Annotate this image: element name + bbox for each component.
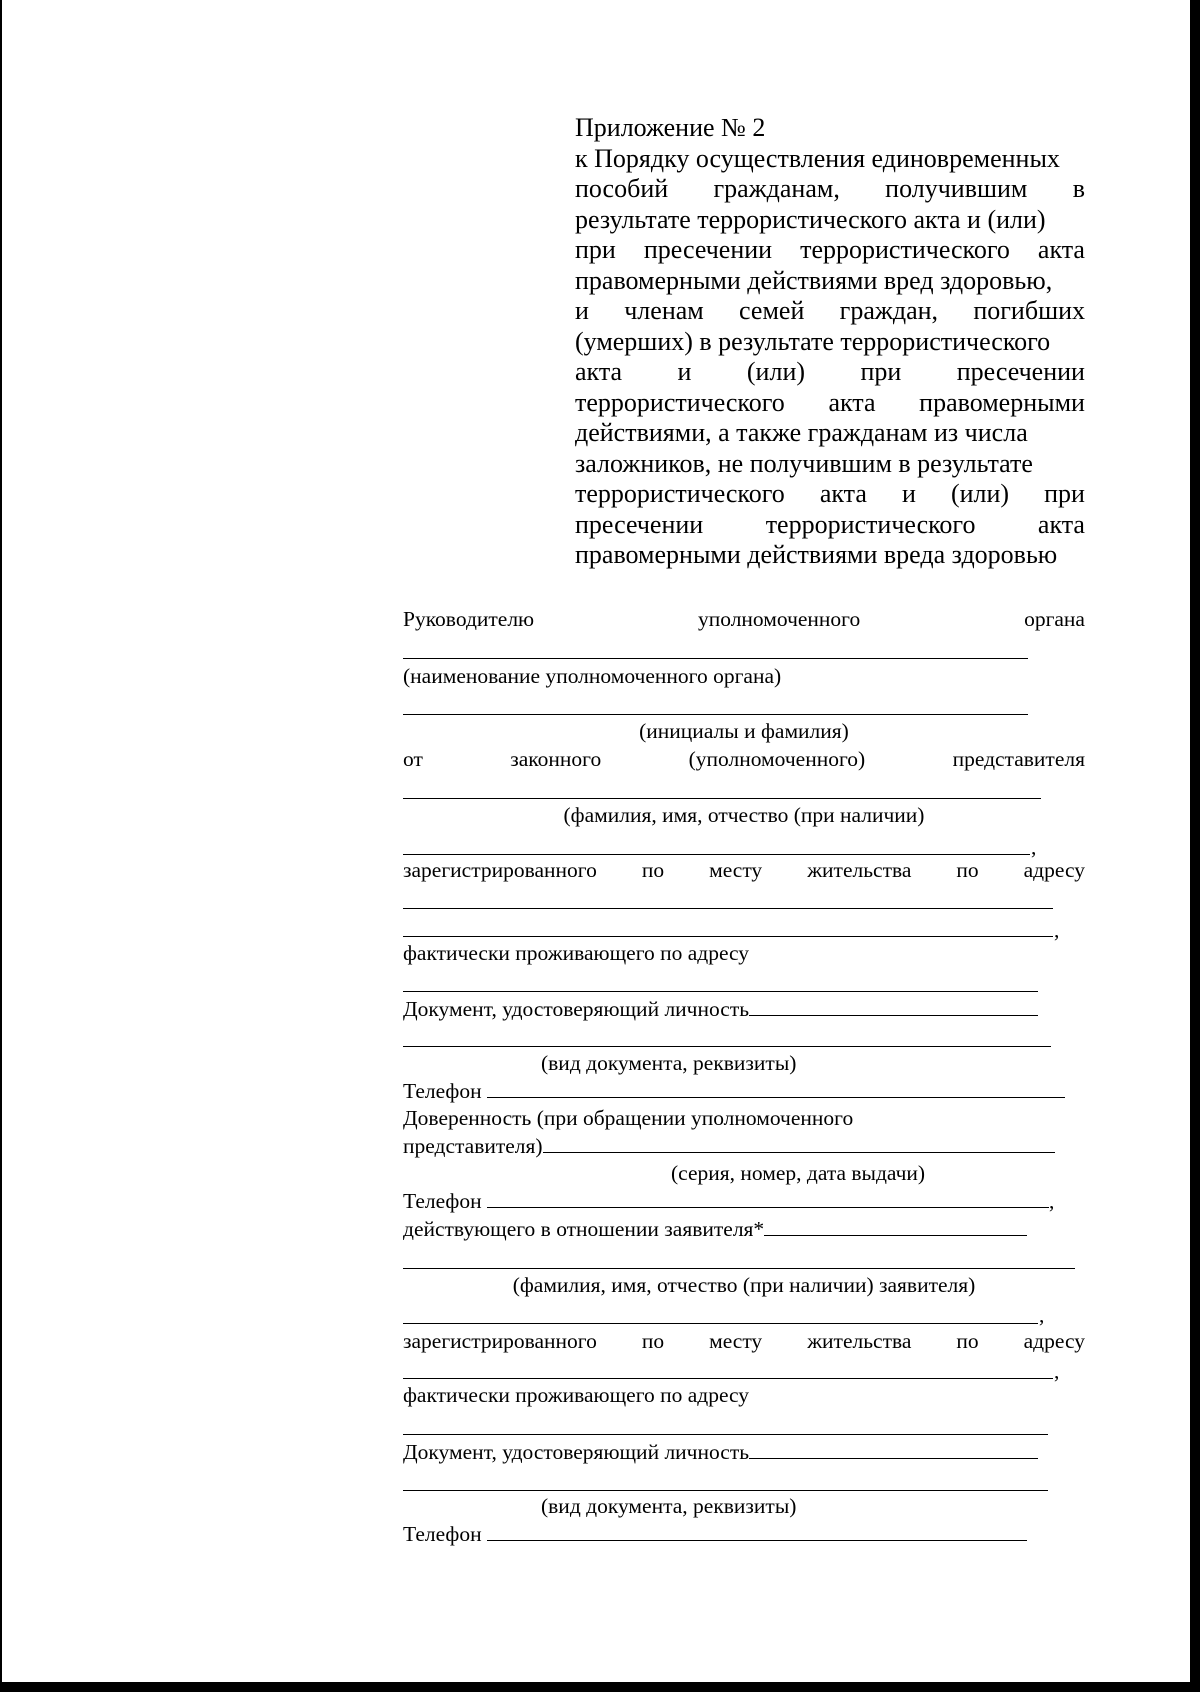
acting-for-label: действующего в отношении заявителя* [403,1217,765,1241]
appendix-word: при [860,357,902,386]
from-word: (уполномоченного) [688,747,866,771]
applicant-registered-line [403,1328,1085,1354]
appendix-word: и [901,479,916,508]
appendix-word: правомерными действиями вред здоровью, [575,265,1053,295]
appendix-word: пресечении [575,509,704,539]
from-word: законного [510,747,602,771]
acting-for-line [403,1215,1027,1242]
registered-word: месту [709,1329,763,1353]
comma: , [1048,1189,1055,1213]
appendix-word: (умерших) в результате террористического [575,326,1051,356]
appendix-word: гражданам, [713,174,840,203]
appendix-word: террористического [575,479,785,508]
appendix-word: членам [624,296,704,325]
representative-fio-field-2[interactable] [403,854,1030,855]
registered-word: зарегистрированного [403,858,597,882]
comma: , [1054,918,1060,942]
hint-organ-name: (наименование уполномоченного органа) [403,664,782,688]
addressee-word: Руководителю [403,607,535,631]
hint-fio-applicant: (фамилия, имя, отчество (при наличии) заявителя) [512,1273,976,1297]
comma: , [1054,1359,1060,1383]
appendix-line [575,144,1085,175]
appendix-word: правомерными [919,387,1085,417]
registered-address-field-1[interactable] [403,908,1053,909]
scan-border-bottom [0,1682,1200,1692]
appendix-word: при [575,235,616,264]
appendix-word: получившим [885,174,1028,203]
appendix-word: и [575,296,589,325]
applicant-phone-field[interactable] [487,1520,1027,1541]
appendix-line [575,449,1085,480]
organ-name-field[interactable] [403,658,1028,659]
appendix-word: пресечении [643,235,773,264]
applicant-identity-document-field[interactable] [749,1438,1038,1459]
appendix-line [575,418,1085,449]
phone-field[interactable] [487,1077,1065,1098]
hint-document: (вид документа, реквизиты) [541,1051,797,1075]
appendix-word: в [1072,174,1085,203]
appendix-line [575,479,1085,510]
appendix-word: террористического [765,509,976,539]
phone-label: Телефон [403,1079,482,1103]
from-word: от [403,747,423,771]
appendix-word: (или) [746,357,806,386]
appendix-word: результате террористического акта и (или) [575,204,1046,234]
appendix-word: акта [828,387,876,417]
registered-word: по [956,858,979,882]
applicant-registered-field[interactable] [403,1378,1053,1379]
addressee-word: уполномоченного [697,607,861,631]
appendix-line [575,235,1085,266]
registered-address-field-2[interactable] [403,936,1053,937]
applicant-fio-field[interactable] [403,1268,1075,1269]
appendix-line [575,266,1085,297]
registered-word: адресу [1023,1329,1085,1353]
addressee-word: органа [1024,607,1085,631]
appendix-word: и [677,357,692,386]
appendix-block [575,113,1085,571]
addressee-line [403,606,1085,632]
appendix-word: погибших [973,296,1085,325]
from-representative-line [403,746,1085,772]
applicant-actual-residence-field[interactable] [403,1434,1048,1435]
appendix-line [575,357,1085,388]
identity-document-field-2[interactable] [403,1046,1051,1047]
appendix-word: акта [1037,509,1085,539]
appendix-word: семей [739,296,805,325]
head-initials-field[interactable] [403,714,1028,715]
actual-residence-field[interactable] [403,991,1038,992]
appendix-line [575,510,1085,541]
representative-phone-field[interactable] [487,1187,1049,1208]
power-of-attorney-label: Доверенность (при обращении уполномоченного [403,1106,854,1130]
applicant-phone-line [403,1520,1027,1547]
registered-word: жительства [807,1329,912,1353]
power-of-attorney-field[interactable] [543,1132,1055,1153]
appendix-line [575,296,1085,327]
appendix-word: акта [1037,235,1085,264]
power-of-attorney-text: представителя) [403,1134,543,1158]
phone-label: Телефон [403,1189,482,1213]
phone-line [403,1077,1065,1104]
appendix-word: правомерными действиями вреда здоровью [575,540,1058,569]
representative-fio-field[interactable] [403,798,1041,799]
appendix-line [575,388,1085,419]
appendix-word: заложников, не получившим в результате [575,448,1033,478]
appendix-line [575,205,1085,236]
hint-document: (вид документа, реквизиты) [541,1494,797,1518]
scan-border-right [1190,0,1200,1692]
appendix-title: Приложение № 2 [575,113,766,142]
scan-border-left [0,0,2,1692]
applicant-fio-field-2[interactable] [403,1323,1038,1324]
registered-word: жительства [807,858,912,882]
phone-label: Телефон [403,1522,482,1546]
hint-initials: (инициалы и фамилия) [639,719,849,743]
identity-document-text: Документ, удостоверяющий личность [403,997,750,1021]
applicant-identity-document-line [403,1438,1038,1465]
appendix-text [575,144,1085,571]
appendix-word: действиями, а также гражданам из числа [575,418,1028,447]
identity-document-label [403,995,1038,1022]
identity-document-text: Документ, удостоверяющий личность [403,1440,750,1464]
appendix-word: граждан, [839,296,939,325]
appendix-word: террористического [575,387,785,417]
power-of-attorney-line [403,1132,1055,1159]
appendix-word: (или) [950,479,1010,508]
appendix-word: акта [819,479,867,508]
from-word: представителя [952,747,1085,771]
appendix-word: террористического [800,235,1010,264]
registered-address-line [403,857,1085,883]
appendix-line [575,327,1085,358]
registered-word: зарегистрированного [403,1329,597,1353]
identity-document-field[interactable] [749,995,1038,1016]
registered-word: месту [709,858,763,882]
appendix-word: к Порядку осуществления единовременных [575,143,1060,173]
acting-for-field[interactable] [764,1215,1027,1236]
registered-word: по [641,1329,665,1353]
applicant-identity-document-field-2[interactable] [403,1490,1048,1491]
appendix-word: пресечении [956,357,1085,386]
comma: , [1031,835,1037,859]
representative-phone-line [403,1187,1054,1214]
hint-poa: (серия, номер, дата выдачи) [671,1161,926,1185]
appendix-line [575,174,1085,205]
appendix-word: пособий [575,174,669,203]
appendix-word: акта [575,357,623,386]
actual-residence-label: фактически проживающего по адресу [403,941,750,965]
applicant-actual-residence-label: фактически проживающего по адресу [403,1383,750,1407]
registered-word: по [956,1329,979,1353]
registered-word: по [641,858,665,882]
comma: , [1039,1303,1045,1327]
hint-fio-representative: (фамилия, имя, отчество (при наличии) [563,803,925,827]
registered-word: адресу [1023,858,1085,882]
appendix-line [575,540,1085,571]
appendix-word: при [1044,479,1085,508]
